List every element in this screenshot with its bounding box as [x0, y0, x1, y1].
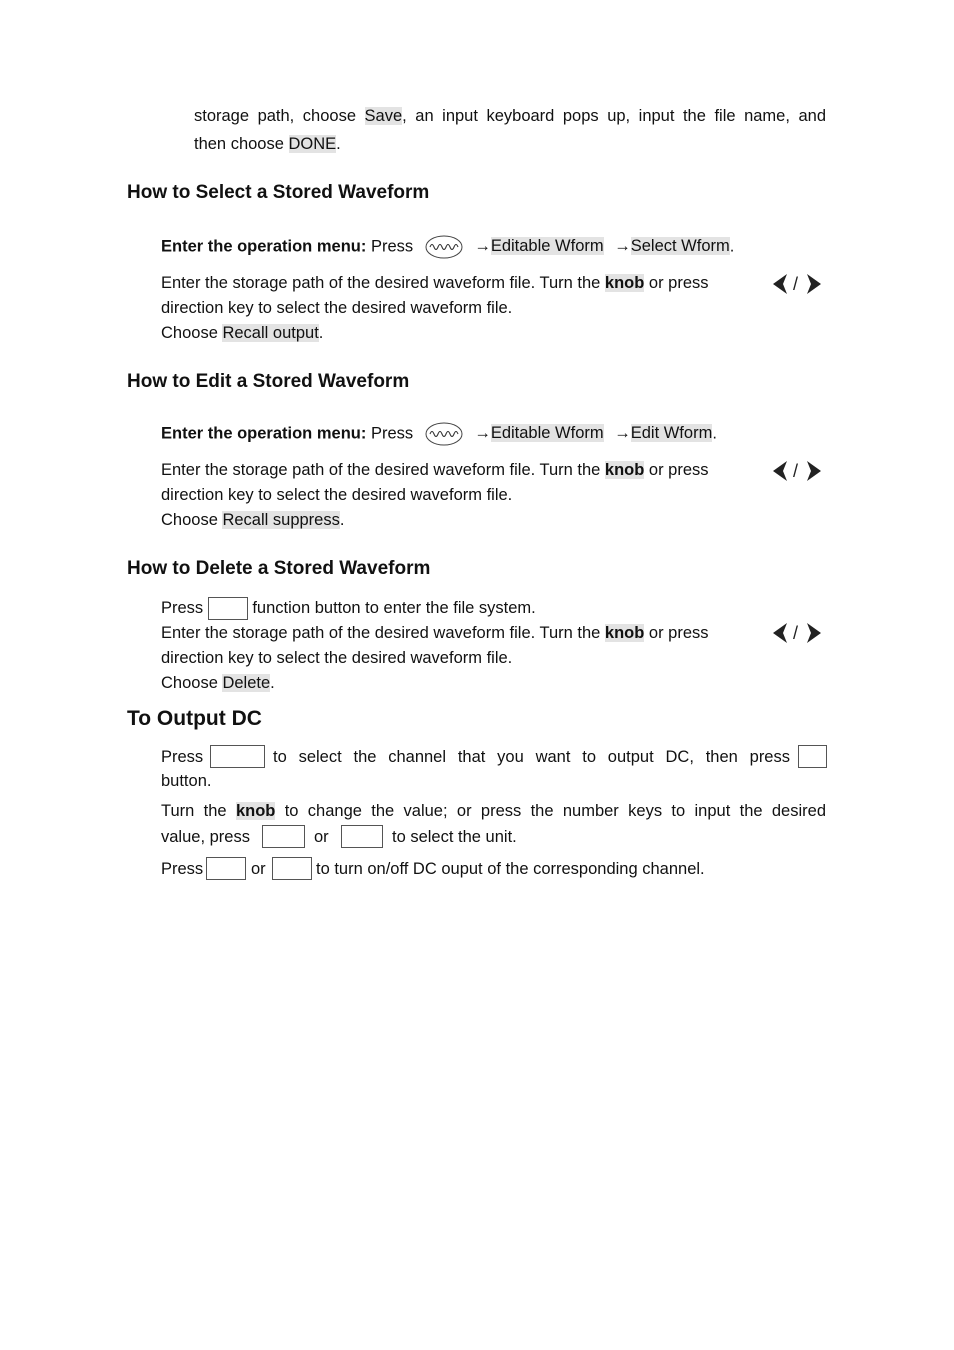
edit-path-line: [161, 459, 709, 481]
delete-choose-line: [161, 672, 275, 694]
intro-line-2: [194, 133, 341, 155]
text: Enter the storage path of the desired waveform file. Turn the: [161, 624, 605, 642]
text: .: [712, 424, 717, 443]
select-path-line: [161, 272, 709, 294]
unit-key-2-icon: [341, 825, 383, 848]
text: then choose: [194, 135, 289, 153]
text: to select the unit.: [392, 828, 517, 846]
editable-wform-item: Editable Wform: [490, 237, 604, 256]
arrow-icon: →: [614, 424, 631, 443]
text: Choose: [161, 674, 223, 692]
text: .: [729, 237, 735, 256]
text: or: [251, 860, 266, 878]
delete-path-line: [161, 622, 709, 644]
waveform-key-icon: [424, 421, 464, 447]
text: or press: [644, 624, 709, 642]
text: , an input keyboard pops up, input the file name, and: [402, 107, 826, 125]
dc-output-key-icon: [798, 745, 827, 768]
file-system-key-icon: [208, 597, 248, 620]
text: or press: [644, 274, 709, 292]
edit-direction-line: direction key to select the desired waveform file.: [161, 486, 513, 504]
text: or: [314, 828, 329, 846]
text: storage path, choose: [194, 107, 365, 125]
text: .: [318, 324, 324, 342]
section-heading-dc: To Output DC: [127, 707, 262, 730]
select-wform-item: Select Wform: [630, 237, 730, 256]
arrow-icon: →: [614, 237, 631, 256]
select-direction-line: direction key to select the desired waveform file.: [161, 299, 513, 317]
waveform-key-icon: [424, 234, 464, 260]
text: value, press: [161, 828, 250, 846]
text: function button to enter the file system.: [247, 599, 536, 617]
text: .: [339, 511, 345, 529]
label: Enter the operation menu:: [161, 237, 367, 256]
text: Enter the storage path of the desired waveform file. Turn the: [161, 274, 605, 292]
text: Press: [161, 860, 204, 878]
section-heading-edit: How to Edit a Stored Waveform: [127, 371, 410, 392]
text: Turn the: [161, 802, 236, 820]
text: Press: [161, 748, 204, 766]
left-right-arrow-keys-icon: [771, 459, 823, 483]
recall-output-item: Recall output: [222, 324, 319, 342]
channel-key-icon: [210, 745, 265, 768]
slash: /: [793, 623, 799, 643]
select-choose-line: [161, 322, 323, 344]
text: Enter the storage path of the desired waveform file. Turn the: [161, 461, 605, 479]
delete-direction-line: direction key to select the desired waveform file.: [161, 649, 513, 667]
text: to turn on/off DC ouput of the corresponding channel.: [316, 860, 705, 878]
select-menu-line: [161, 234, 734, 260]
text: Press: [370, 237, 414, 256]
delete-item: Delete: [222, 674, 271, 692]
channel-output-key-1-icon: [206, 857, 246, 880]
done-menu-item: DONE: [288, 135, 337, 153]
save-menu-item: Save: [364, 107, 403, 125]
text: or press: [644, 461, 709, 479]
section-heading-select: How to Select a Stored Waveform: [127, 182, 430, 203]
dc-line-2: button.: [161, 772, 212, 790]
unit-key-1-icon: [262, 825, 305, 848]
text: Choose: [161, 511, 223, 529]
text: .: [270, 674, 275, 692]
knob-label: knob: [235, 802, 276, 820]
text: Press: [161, 599, 208, 617]
delete-press-line: [161, 597, 536, 620]
section-heading-delete: How to Delete a Stored Waveform: [127, 558, 431, 579]
edit-wform-item: Edit Wform: [630, 424, 713, 443]
edit-choose-line: [161, 509, 344, 531]
arrow-icon: →: [474, 424, 491, 443]
slash: /: [793, 461, 799, 481]
text: .: [336, 135, 341, 153]
edit-menu-line: [161, 421, 717, 447]
dc-line-1: to select the channel that you want to output DC, then press: [273, 748, 790, 766]
label: Enter the operation menu:: [161, 424, 367, 443]
text: Choose: [161, 324, 223, 342]
text: to change the value; or press the number keys to input the desired: [275, 802, 826, 820]
knob-label: knob: [604, 274, 645, 292]
channel-output-key-2-icon: [272, 857, 312, 880]
left-right-arrow-keys-icon: [771, 272, 823, 296]
knob-label: knob: [604, 461, 645, 479]
left-right-arrow-keys-icon: [771, 621, 823, 645]
knob-label: knob: [604, 624, 645, 642]
recall-suppress-item: Recall suppress: [222, 511, 340, 529]
slash: /: [793, 274, 799, 294]
editable-wform-item: Editable Wform: [490, 424, 604, 443]
arrow-icon: →: [474, 237, 491, 256]
text: Press: [370, 424, 414, 443]
